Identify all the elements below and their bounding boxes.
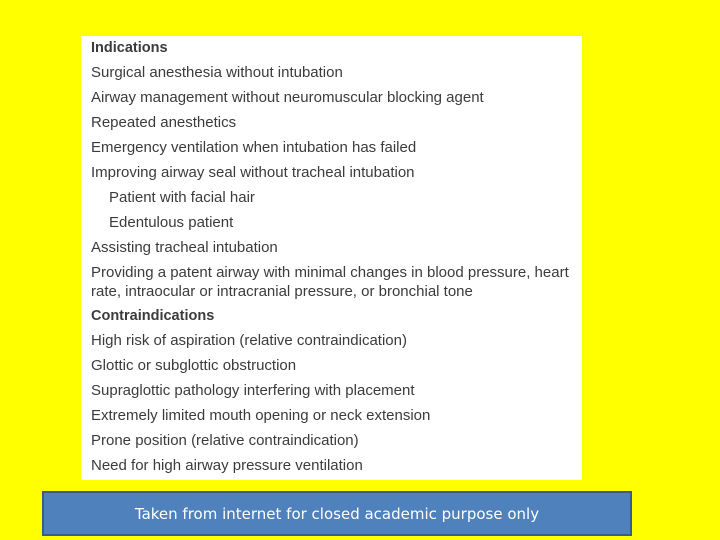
disclaimer-banner: Taken from internet for closed academic purpose only [42, 491, 632, 536]
contraindication-item: Prone position (relative contraindication) [91, 432, 359, 449]
indication-item: Emergency ventilation when intubation has failed [91, 139, 417, 156]
indication-item: Assisting tracheal intubation [91, 239, 278, 256]
indications-heading: Indications [91, 40, 168, 56]
indication-item: Improving airway seal without tracheal intubation [91, 164, 415, 181]
contraindication-item: Supraglottic pathology interfering with placement [91, 382, 415, 399]
contraindications-heading: Contraindications [91, 308, 215, 324]
contraindication-item: High risk of aspiration (relative contraindication) [91, 332, 407, 349]
indications-table-image [81, 36, 582, 480]
indication-item: Surgical anesthesia without intubation [91, 64, 343, 81]
indication-item: Repeated anesthetics [91, 114, 237, 131]
indication-item: Providing a patent airway with minimal changes in blood pressure, heart rate, intraocular or intracranial pressure, or bronchial tone [91, 264, 569, 300]
contraindication-item: Extremely limited mouth opening or neck extension [91, 407, 431, 424]
contraindication-item: Need for high airway pressure ventilation [91, 457, 363, 474]
indication-item: Airway management without neuromuscular blocking agent [91, 89, 484, 106]
contraindication-item: Glottic or subglottic obstruction [91, 357, 297, 374]
indication-subitem: Edentulous patient [109, 214, 234, 231]
indication-subitem: Patient with facial hair [109, 189, 255, 206]
